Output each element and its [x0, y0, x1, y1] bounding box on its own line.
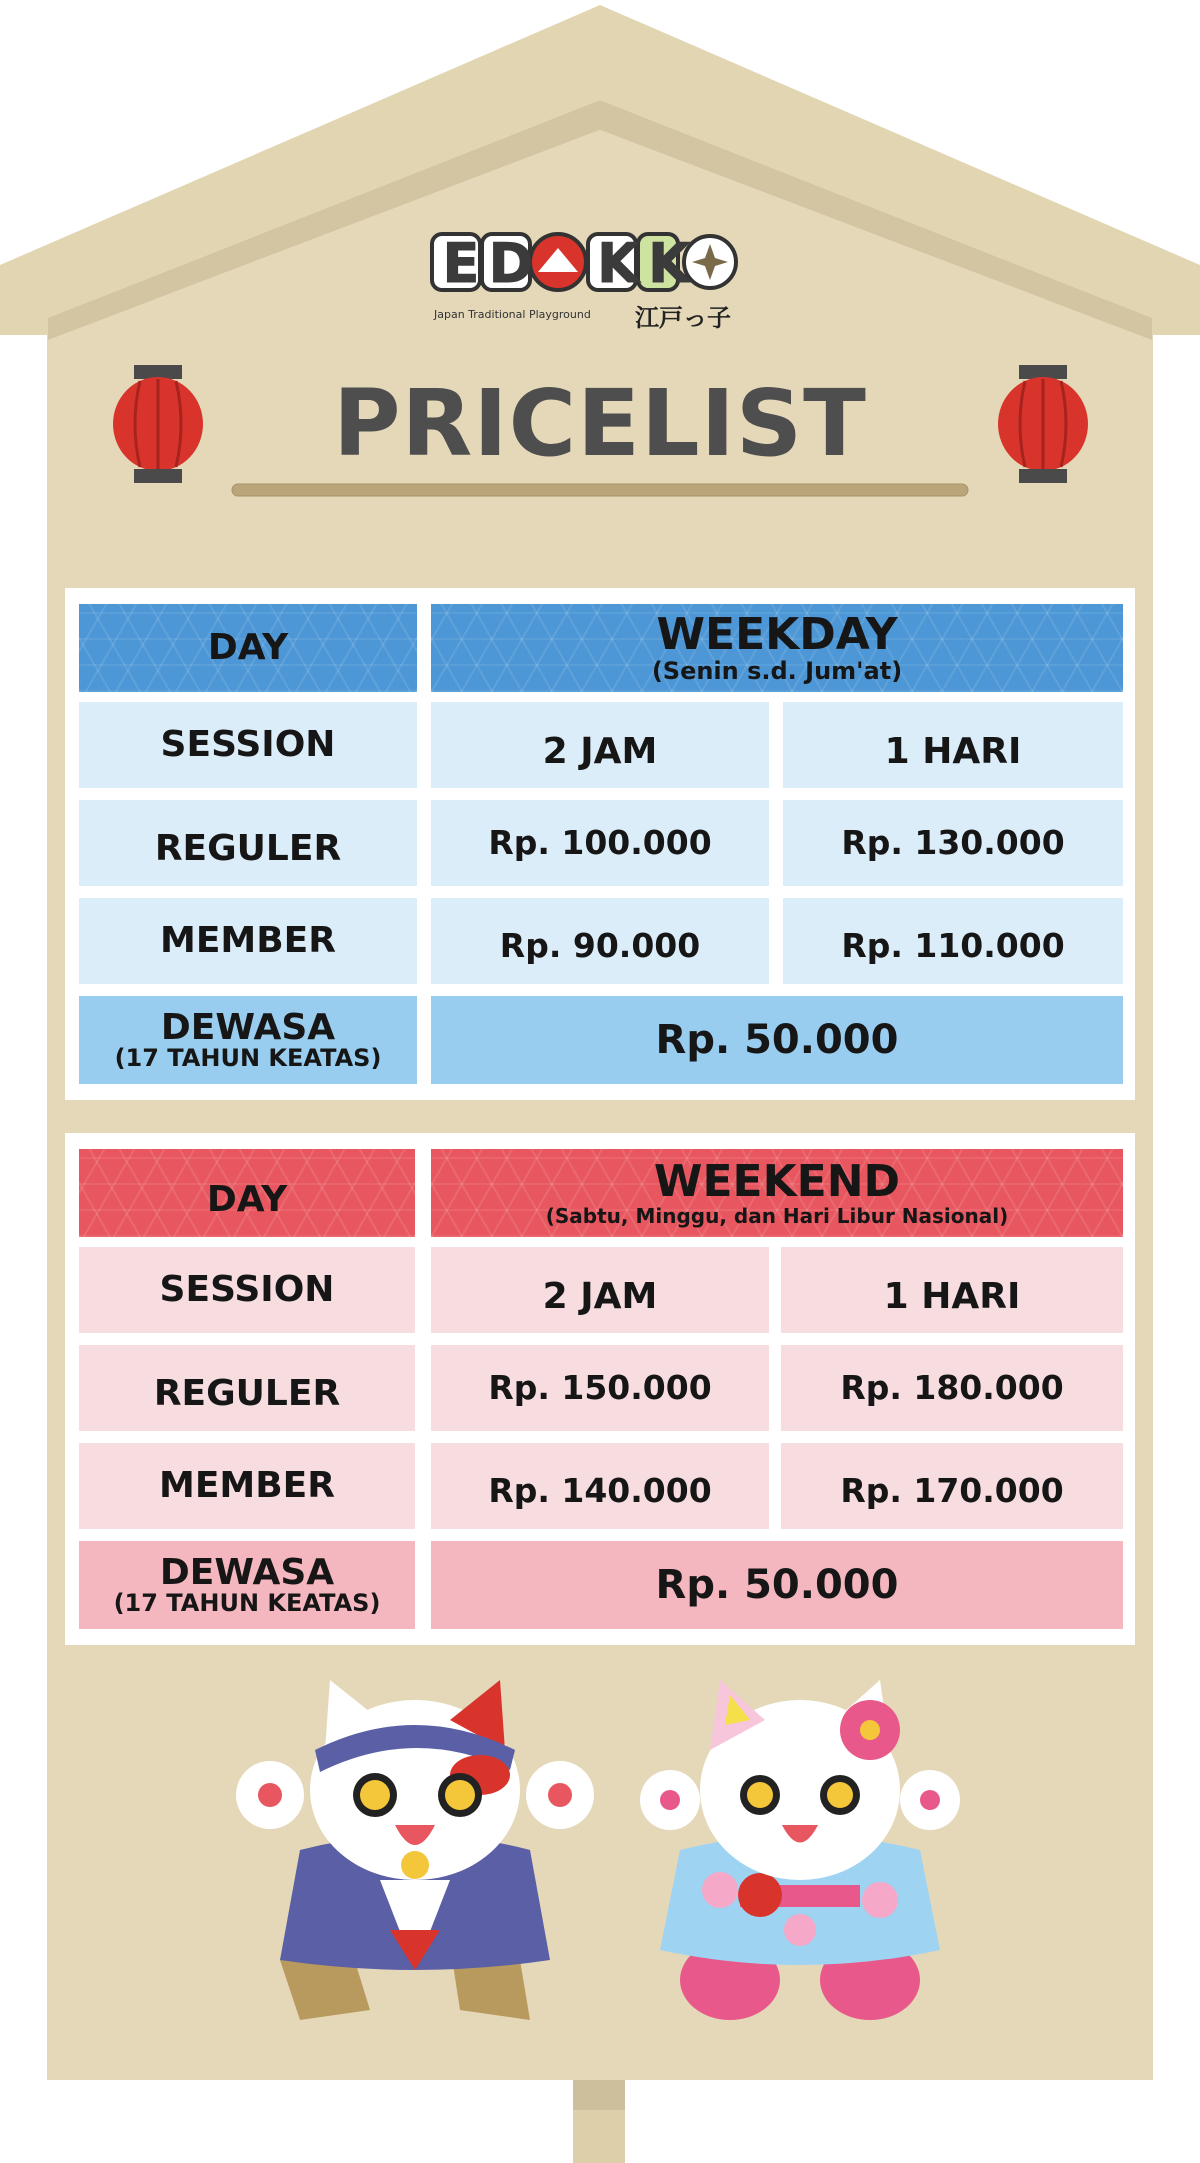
weekday-header-title: WEEKDAY [656, 609, 898, 661]
weekday-header-subtitle: (Senin s.d. Jum'at) [651, 656, 903, 685]
lantern-left-icon [110, 365, 206, 483]
weekend-session-label: SESSION [79, 1247, 415, 1333]
lantern-right-icon [995, 365, 1091, 483]
weekend-dewasa-title: DEWASA [159, 1551, 335, 1593]
logo-letter: K [597, 231, 639, 295]
weekday-reguler-label: REGULER [79, 800, 417, 886]
logo-letter: D [488, 231, 534, 295]
weekday-session-1hari: 1 HARI [783, 702, 1123, 788]
weekend-member-1hari-price: Rp. 170.000 [781, 1443, 1123, 1529]
weekday-day-label [79, 604, 417, 692]
weekend-session-2jam: 2 JAM [431, 1247, 769, 1333]
weekend-price-table [65, 1133, 1135, 1645]
logo-wordmark [436, 228, 744, 298]
weekday-member-1hari-price: Rp. 110.000 [783, 898, 1123, 984]
weekend-member-label: MEMBER [79, 1443, 415, 1529]
weekend-reguler-1hari-price: Rp. 180.000 [781, 1345, 1123, 1431]
weekday-dewasa-price: Rp. 50.000 [431, 996, 1123, 1084]
page-title: PRICELIST [333, 370, 867, 477]
weekday-session-2jam: 2 JAM [431, 702, 769, 788]
rope-divider [232, 484, 968, 496]
weekend-dewasa-price: Rp. 50.000 [431, 1541, 1123, 1629]
logo-letter: E [442, 231, 480, 295]
weekday-session-label: SESSION [79, 702, 417, 788]
weekend-dewasa-subtitle: (17 TAHUN KEATAS) [113, 1589, 381, 1618]
logo-tagline: Japan Traditional Playground [434, 308, 591, 321]
logo-kanji: 江戸っ子 [635, 304, 731, 332]
weekend-dewasa-label [79, 1541, 415, 1629]
weekend-member-2jam-price: Rp. 140.000 [431, 1443, 769, 1529]
female-cat-mascot [630, 1680, 970, 2020]
weekday-reguler-2jam-price: Rp. 100.000 [431, 800, 769, 886]
weekday-day-text: DAY [207, 627, 289, 669]
weekend-reguler-label: REGULER [79, 1345, 415, 1431]
weekday-reguler-1hari-price: Rp. 130.000 [783, 800, 1123, 886]
weekday-header [431, 604, 1123, 692]
weekend-reguler-2jam-price: Rp. 150.000 [431, 1345, 769, 1431]
weekday-member-2jam-price: Rp. 90.000 [431, 898, 769, 984]
weekday-member-label: MEMBER [79, 898, 417, 984]
weekend-header [431, 1149, 1123, 1237]
weekend-day-label [79, 1149, 415, 1237]
weekday-dewasa-subtitle: (17 TAHUN KEATAS) [114, 1044, 382, 1073]
weekend-day-text: DAY [206, 1179, 288, 1221]
male-cat-mascot [230, 1680, 600, 2020]
weekend-header-subtitle: (Sabtu, Minggu, dan Hari Libur Nasional) [545, 1203, 1009, 1228]
logo-letter: K [648, 231, 690, 295]
weekend-header-title: WEEKEND [653, 1156, 901, 1208]
logo-letter [694, 232, 744, 295]
weekday-price-table [65, 588, 1135, 1100]
weekday-dewasa-title: DEWASA [160, 1006, 336, 1048]
edokko-logo [430, 228, 760, 336]
logo-letter [536, 232, 592, 295]
weekend-session-1hari: 1 HARI [781, 1247, 1123, 1333]
weekday-dewasa-label [79, 996, 417, 1084]
